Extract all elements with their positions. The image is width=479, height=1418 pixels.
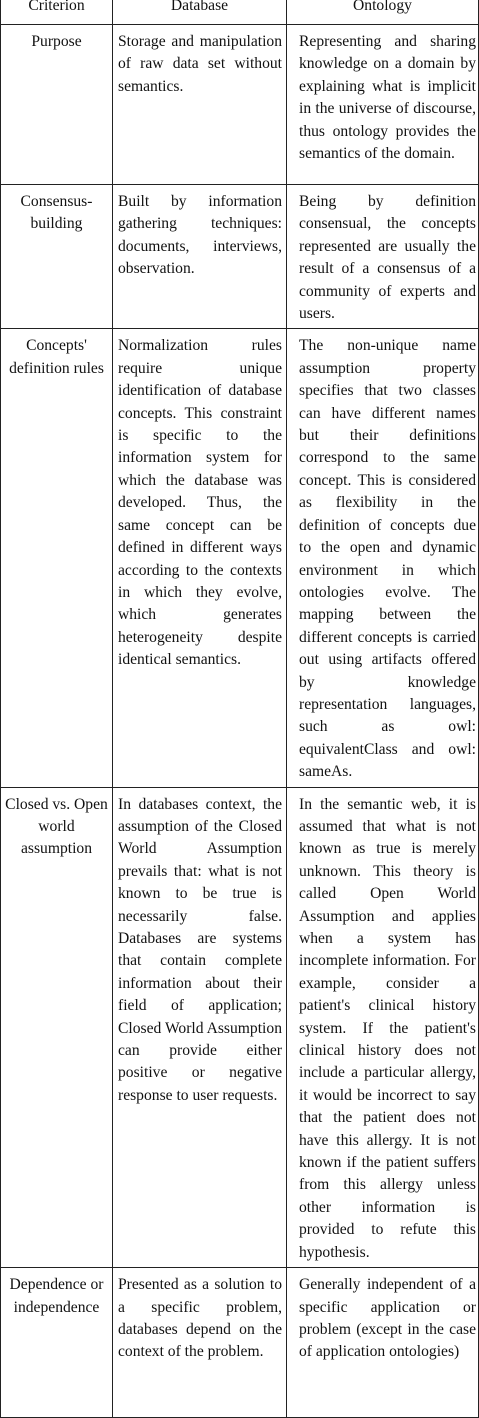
ontology-cell: Generally independent of a specific application or problem (except in the case of application ontologies) [287, 1268, 479, 1418]
database-cell: Storage and manipulation of raw data set without semantics. [113, 25, 287, 185]
database-cell: In databases context, the assumption of the Closed World Assumption prevails that: what is not known to be true is necessarily false. Databases are systems that contain complete information about their field of application; Closed World Assumption can provide either positive or negative response to user requests. [113, 787, 287, 1268]
table-row [1, 25, 479, 185]
ontology-cell: Representing and sharing knowledge on a domain by explaining what is implicit in the universe of discourse, thus ontology provides the semantics of the domain. [287, 25, 479, 185]
criterion-cell: Consensus-building [1, 185, 113, 329]
header-database: Database [113, 0, 287, 25]
header-ontology: Ontology [287, 0, 479, 25]
criterion-cell: Concepts' definition rules [1, 329, 113, 787]
table-row [1, 329, 479, 787]
criterion-cell: Closed vs. Open world assumption [1, 787, 113, 1268]
criterion-cell: Purpose [1, 25, 113, 185]
database-cell: Presented as a solution to a specific problem, databases depend on the context of the problem. [113, 1268, 287, 1418]
header-row [1, 0, 479, 25]
table-row [1, 1268, 479, 1418]
ontology-cell: The non-unique name assumption property specifies that two classes can have different names but their definitions correspond to the same concept. This is considered as flexibility in the definition of concepts due to the open and dynamic environment in which ontologies evolve. The mapping between the different concepts is carried out using artifacts offered by knowledge representation languages, such as owl: equivalentClass and owl: sameAs. [287, 329, 479, 787]
database-cell: Normalization rules require unique identification of database concepts. This constraint is specific to the information system for which the database was developed. Thus, the same concept can be defined in different ways according to the contexts in which they evolve, which generates heterogeneity despite identical semantics. [113, 329, 287, 787]
ontology-cell: Being by definition consensual, the concepts represented are usually the result of a consensus of a community of experts and users. [287, 185, 479, 329]
header-criterion: Criterion [1, 0, 113, 25]
criterion-cell: Dependence or independence [1, 1268, 113, 1418]
table-row [1, 185, 479, 329]
database-cell: Built by information gathering techniques: documents, interviews, observation. [113, 185, 287, 329]
table-row [1, 787, 479, 1268]
ontology-cell: In the semantic web, it is assumed that what is not known as true is merely unknown. This theory is called Open World Assumption and applies when a system has incomplete information. For example, consider a patient's clinical history system. If the patient's clinical history does not include a particular allergy, it would be incorrect to say that the patient does not have this allergy. It is not known if the patient suffers from this allergy unless other information is provided to refute this hypothesis. [287, 787, 479, 1268]
